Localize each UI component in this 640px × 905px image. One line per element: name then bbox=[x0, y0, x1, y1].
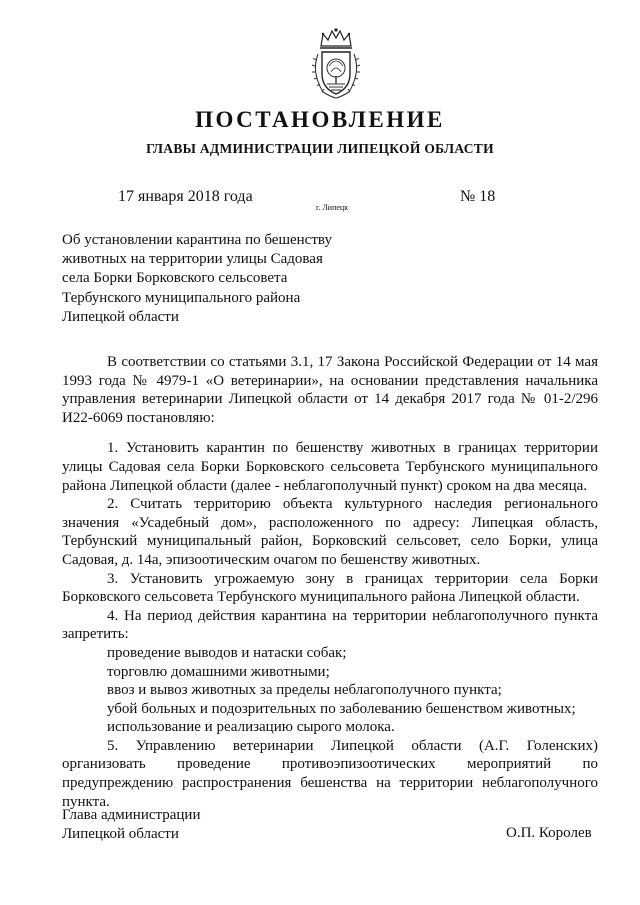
signature-position bbox=[62, 806, 200, 844]
document-date: 17 января 2018 года bbox=[118, 188, 253, 205]
item-4-sub-4: убой больных и подозрительных по заболеванию бешенством животных; bbox=[107, 700, 576, 717]
subject-line: села Борки Борковского сельсовета bbox=[62, 270, 288, 287]
item-4-sub-5: использование и реализацию сырого молока. bbox=[107, 719, 395, 736]
document-number: № 18 bbox=[460, 188, 496, 205]
item-3-paragraph: 3. Установить угрожаемую зону в границах территории села Борки Борковского сельсовета Тербунского муниципального района Липецкой области. bbox=[62, 570, 598, 606]
item-5-paragraph: 5. Управлению ветеринарии Липецкой области (А.Г. Голенских) организовать проведение противоэпизоотических мероприятий по предупреждению распространения бешенства на территории неблагополучного пункта. bbox=[62, 737, 598, 810]
item-1-paragraph: 1. Установить карантин по бешенству животных в границах территории улицы Садовая села Борки Борковского сельсовета Тербунского муниципального района Липецкой области (далее - неблагополучный пункт) сроком на два месяца. bbox=[62, 440, 598, 494]
document-title: ПОСТАНОВЛЕНИЕ bbox=[195, 107, 445, 132]
document-body bbox=[62, 353, 598, 811]
subject-line: Об установлении карантина по бешенству bbox=[62, 232, 332, 248]
item-4-sub-3: ввоз и вывоз животных за пределы неблагополучного пункта; bbox=[107, 682, 502, 699]
item-4-sub-1: проведение выводов и натаски собак; bbox=[107, 644, 347, 661]
document-subtitle: ГЛАВЫ АДМИНИСТРАЦИИ ЛИПЕЦКОЙ ОБЛАСТИ bbox=[146, 141, 494, 156]
document-city: г. Липецк bbox=[316, 203, 349, 212]
item-2-paragraph: 2. Считать территорию объекта культурного наследия регионального значения «Усадебный дом», расположенного по адресу: Липецкая область, Тербунский муниципальный район, Борковский сельсовет, село Борки, улица Садовая, д. 14а, эпизоотическим очагом по бешенству животных. bbox=[62, 496, 598, 568]
signature-name: О.П. Королев bbox=[506, 825, 592, 841]
signature-position-line: Глава администрации bbox=[62, 807, 201, 823]
item-4-sub-2: торговлю домашними животными; bbox=[107, 663, 330, 680]
coat-of-arms-icon bbox=[303, 26, 369, 100]
document-subject bbox=[62, 231, 392, 327]
preamble-paragraph: В соответствии со статьями 3.1, 17 Закона Российской Федерации от 14 мая 1993 года № 4979-1 «О ветеринарии», на основании представления начальника управления ветеринарии Липецкой области от 14 декабря 2017 года № 01-2/296 И22-6069 постановляю: bbox=[62, 354, 598, 426]
subject-line: Тербунского муниципального района bbox=[62, 289, 301, 306]
subject-line: Липецкой области bbox=[62, 308, 179, 325]
item-4-paragraph: 4. На период действия карантина на территории неблагополучного пункта запретить: bbox=[62, 607, 598, 643]
subject-line: животных на территории улицы Садовая bbox=[62, 251, 323, 268]
signature-position-line: Липецкой области bbox=[62, 825, 179, 842]
